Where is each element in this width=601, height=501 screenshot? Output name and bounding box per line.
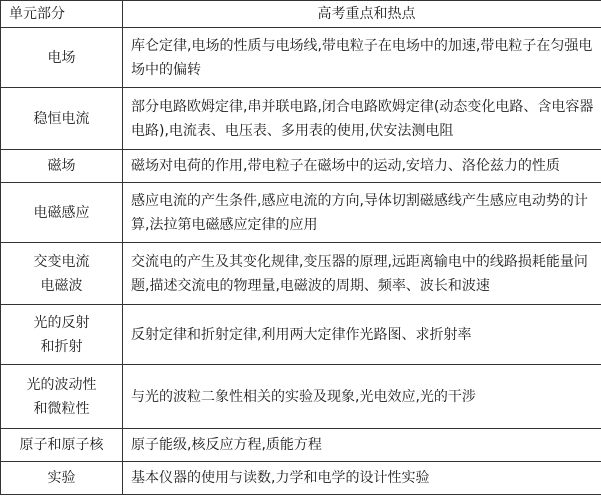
unit-label: 磁场	[47, 158, 76, 174]
focus-cell: 交流电的产生及其变化规律,变压器的原理,远距离输电中的线路损耗能量问题,描述交流电的物理量,电磁波的周期、频率、波长和波速	[123, 243, 601, 305]
unit-label: 和微粒性	[33, 400, 90, 417]
unit-cell	[1, 28, 123, 88]
unit-cell	[1, 243, 123, 305]
unit-label: 实验	[47, 470, 76, 486]
table-row	[1, 365, 601, 429]
unit-cell	[1, 429, 123, 462]
unit-label: 电磁波	[40, 277, 83, 294]
table-row	[1, 305, 601, 365]
unit-cell	[1, 462, 123, 495]
unit-label: 电磁感应	[33, 204, 90, 221]
table-row	[1, 150, 601, 183]
table-row	[1, 88, 601, 150]
unit-label: 光的波动性	[26, 376, 97, 393]
unit-label: 稳恒电流	[33, 110, 90, 127]
focus-cell: 原子能级,核反应方程,质能方程	[123, 429, 601, 462]
unit-label: 交变电流	[33, 253, 90, 270]
table-header-row	[1, 1, 601, 28]
unit-cell	[1, 150, 123, 183]
unit-cell	[1, 88, 123, 150]
unit-label: 原子和原子核	[19, 437, 104, 453]
focus-cell: 磁场对电荷的作用,带电粒子在磁场中的运动,安培力、洛伦兹力的性质	[123, 150, 601, 183]
focus-cell: 部分电路欧姆定律,串并联电路,闭合电路欧姆定律(动态变化电路、含电容器电路),电流表、电压表、多用表的使用,伏安法测电阻	[123, 88, 601, 150]
focus-cell: 感应电流的产生条件,感应电流的方向,导体切割磁感线产生感应电动势的计算,法拉第电磁感应定律的应用	[123, 183, 601, 243]
focus-cell: 反射定律和折射定律,利用两大定律作光路图、求折射率	[123, 305, 601, 365]
focus-cell: 与光的波粒二象性相关的实验及现象,光电效应,光的干涉	[123, 365, 601, 429]
focus-cell: 基本仪器的使用与读数,力学和电学的设计性实验	[123, 462, 601, 495]
unit-label: 光的反射	[33, 314, 90, 331]
unit-label: 和折射	[40, 338, 83, 355]
table-row	[1, 243, 601, 305]
header-unit: 单元部分	[1, 1, 123, 28]
focus-cell: 库仑定律,电场的性质与电场线,带电粒子在电场中的加速,带电粒子在匀强电场中的偏转	[123, 28, 601, 88]
unit-cell	[1, 183, 123, 243]
table-row	[1, 462, 601, 495]
table-row	[1, 183, 601, 243]
table-row	[1, 28, 601, 88]
unit-label: 电场	[47, 49, 76, 66]
unit-cell	[1, 365, 123, 429]
header-focus: 高考重点和热点	[123, 1, 601, 28]
table-row	[1, 429, 601, 462]
unit-cell	[1, 305, 123, 365]
